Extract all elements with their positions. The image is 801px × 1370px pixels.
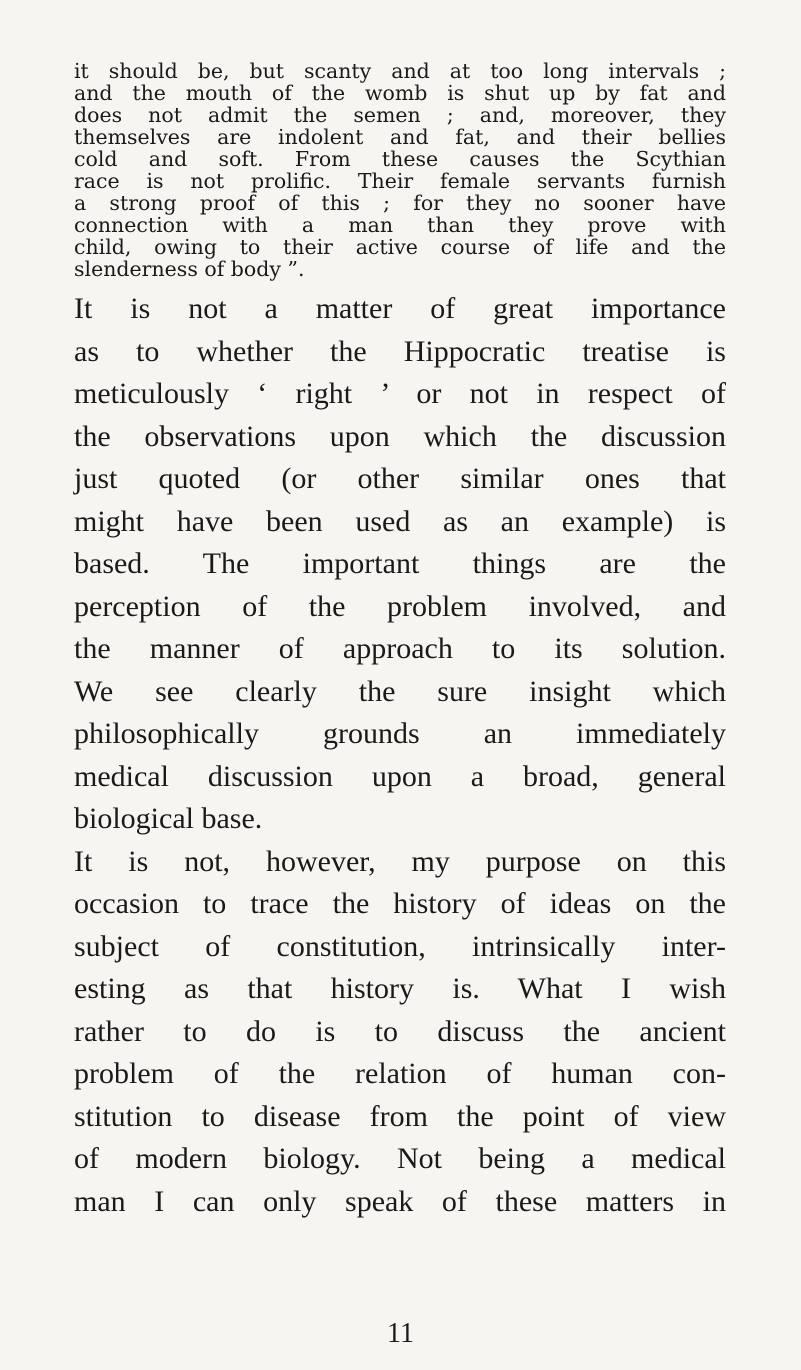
text-line: race is not prolific. Their female servants furnish	[74, 169, 726, 193]
text-line: biological base.	[74, 802, 263, 835]
text-line: perception of the problem involved, and	[74, 589, 726, 623]
text-line: does not admit the semen ; and, moreover, they	[74, 103, 726, 127]
text-line: and the mouth of the womb is shut up by fat and	[74, 81, 726, 105]
text-line: as to whether the Hippocratic treatise is	[74, 334, 726, 368]
text-line: connection with a man than they prove with	[74, 213, 726, 237]
text-line: might have been used as an example) is	[74, 504, 726, 538]
paragraph-1	[74, 288, 726, 841]
text-line: subject of constitution, intrinsically inter-	[74, 929, 726, 963]
text-line: slenderness of body ”.	[74, 257, 305, 281]
page-text	[74, 60, 726, 1223]
text-line: the observations upon which the discussion	[74, 419, 726, 453]
text-line: cold and soft. From these causes the Scythian	[74, 147, 726, 171]
text-line: man I can only speak of these matters in	[74, 1184, 726, 1218]
text-line: occasion to trace the history of ideas on the	[74, 887, 726, 920]
text-line: philosophically grounds an immediately	[74, 717, 726, 750]
quoted-passage	[74, 60, 726, 280]
text-line: a strong proof of this ; for they no sooner have	[74, 191, 726, 215]
paragraph-2	[74, 841, 726, 1224]
text-line: It is not, however, my purpose on this	[74, 844, 726, 878]
text-line: rather to do is to discuss the ancient	[74, 1014, 726, 1048]
text-line: esting as that history is. What I wish	[74, 972, 726, 1005]
text-line: based. The important things are the	[74, 547, 726, 580]
text-line: We see clearly the sure insight which	[74, 674, 726, 708]
text-line: stitution to disease from the point of view	[74, 1099, 726, 1133]
text-line: meticulously ‘ right ’ or not in respect of	[74, 377, 726, 410]
text-line: just quoted (or other similar ones that	[74, 462, 726, 495]
text-line: the manner of approach to its solution.	[74, 632, 726, 665]
text-line: it should be, but scanty and at too long intervals ;	[74, 59, 726, 83]
page-number: 11	[387, 1318, 414, 1349]
text-line: It is not a matter of great importance	[74, 292, 726, 325]
text-line: themselves are indolent and fat, and their bellies	[74, 125, 726, 149]
text-line: of modern biology. Not being a medical	[74, 1142, 726, 1175]
text-line: medical discussion upon a broad, general	[74, 759, 726, 793]
text-line: problem of the relation of human con-	[74, 1057, 726, 1090]
text-line: child, owing to their active course of life and the	[74, 235, 726, 259]
